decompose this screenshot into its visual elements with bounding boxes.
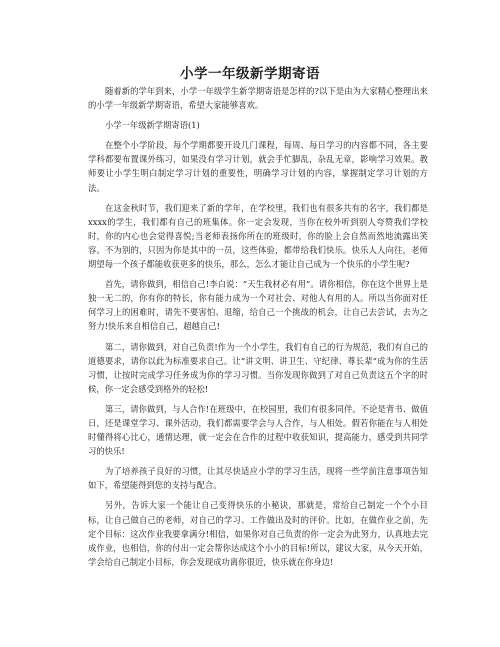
body-paragraph: 首先，请你做到，相信自己!李白说：“天生我材必有用”。请你相信，你在这个世界上是独一无二的，你有你的特长，你有能力成为一个对社会、对他人有用的人。所以当你面对任何学习上的困难时，请先不要害怕、退缩，给自己一个挑战的机会，让自己去尝试，去为之努力!快乐来自相信自己，超越自己! xyxy=(88,279,428,332)
intro-paragraph: 随着新的学年到来，小学一年级学生新学期寄语是怎样的?以下是由为大家精心整理出来的小学一年级新学期寄语，希望大家能够喜欢。 xyxy=(88,86,428,111)
body-paragraph: 第二，请你做到，对自己负责!作为一个小学生，我们有自己的行为规范，我们有自己的道德要求，请你以此为标准要求自己。让“讲文明、讲卫生、守纪律、尊长辈”成为你的生活习惯，让按时完成学习任务成为你的学习习惯。当你发现你做到了对自己负责这五个字的时候，你一定会感受到格外的轻松! xyxy=(88,341,428,394)
body-paragraph: 为了培养孩子良好的习惯，让其尽快适应小学的学习生活，现将一些学前注意事项告知如下，希望能得到您的支持与配合。 xyxy=(88,466,428,491)
body-paragraph: 另外，告诉大家一个能让自己变得快乐的小秘诀，那就是，常给自己制定一个个小目标，让自己做自己的老师，对自己的学习、工作做出及时的评价。比如，在做作业之前，先定个目标：这次作业我要拿满分!相信，如果你对自己负责的你一定会为此努力，认真地去完成作业，也相信，你的付出一定会帮你达成这个小小的目标!所以，建议大家，从今天开始，学会给自己制定小目标，你会发现成功离你很近，快乐就在你身边! xyxy=(88,500,428,567)
body-paragraph: 第三，请你做到，与人合作!在班级中，在校园里，我们有很多同伴。不论是背书、做值日，还是课堂学习、课外活动，我们都需要学会与人合作，与人相处。假若你能在与人相处时懂得将心比心，通情达理，就一定会在合作的过程中收获知识，提高能力，感受到共同学习的快乐! xyxy=(88,403,428,457)
section-subheading: 小学一年级新学期寄语(1) xyxy=(105,120,200,131)
body-paragraph: 在这金秋时节，我们迎来了新的学年，在学校里，我们也有很多共有的名字，我们都是xxxx的学生，我们都有自己的班集体。你一定会发现，当你在校外听到别人夸赞我们学校时，你的内心也会觉得喜悦;当老师表扬你所在的班级时，你的脸上会自然而然地流露出笑容。不为别的，只因为你是其中的一员，这些体验，都带给我们快乐。快乐人人向往，老师期望每一个孩子都能收获更多的快乐，那么，怎么才能让自己成为一个快乐的小学生呢? xyxy=(88,202,428,270)
page-title: 小学一年级新学期寄语 xyxy=(180,66,320,82)
body-paragraph: 在整个小学阶段，每个学期都要开设几门课程，每周、每日学习的内容都不同，各主要学科都要布置课外练习，如果没有学习计划，就会手忙脚乱，杂乱无章，影响学习效果。教师要让小学生明白制定学习计划的重要性，明确学习计划的内容，掌握制定学习计划的方法。 xyxy=(88,140,428,193)
document-body xyxy=(88,84,428,575)
